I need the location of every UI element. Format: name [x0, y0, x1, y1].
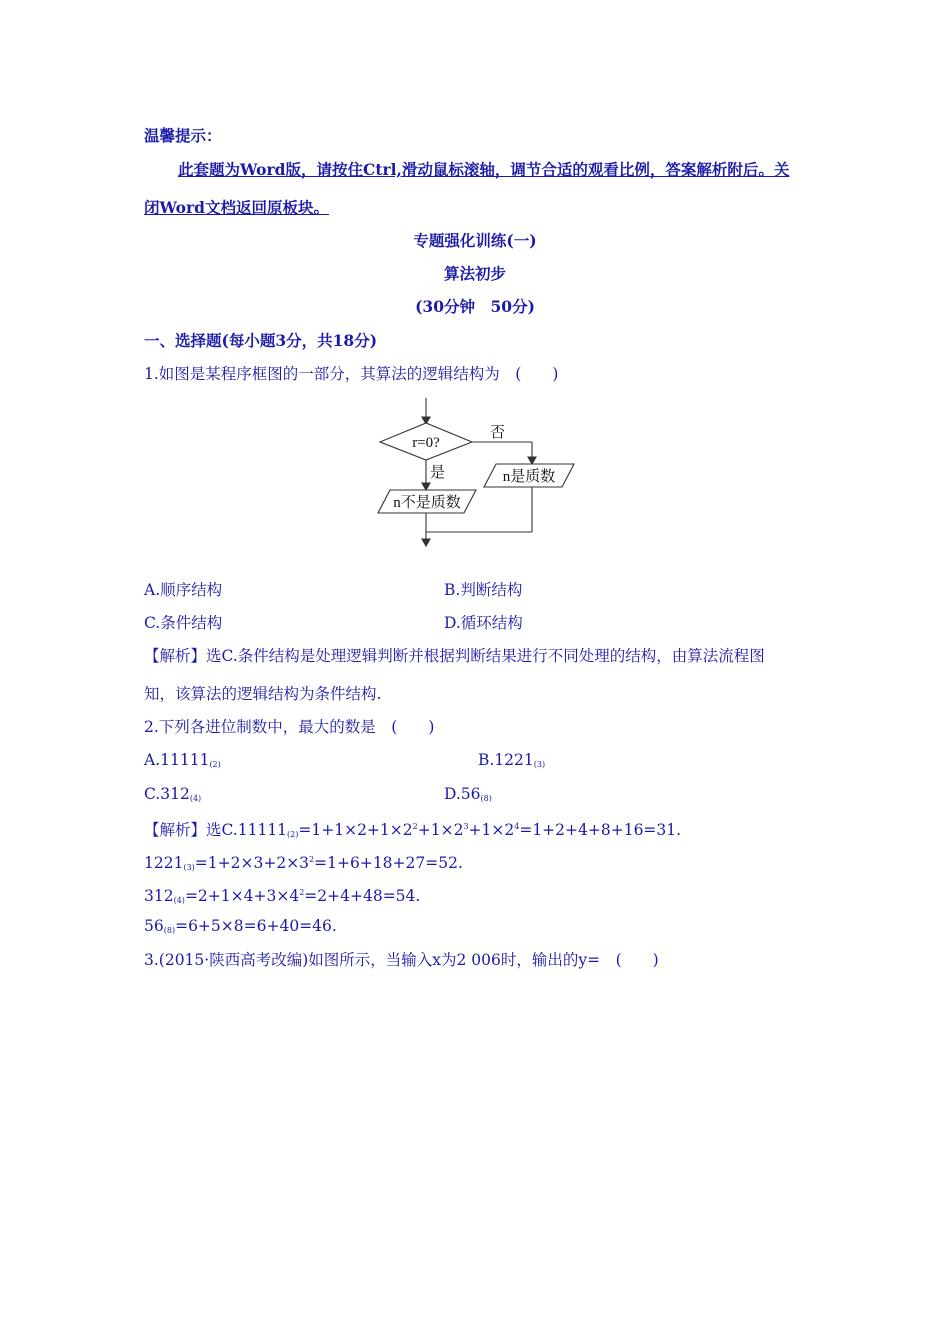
q2-analysis-line-2: $1221_{(3)}=1+2\times 3+2\times 3^2=1+6+18+27=52$.	[144, 854, 463, 872]
page-subtitle: 算法初步	[443, 264, 506, 283]
notice-title: 温馨提示：	[144, 126, 222, 145]
not-prime-label: n不是质数	[393, 495, 461, 511]
flowchart-svg	[370, 392, 590, 552]
decision-label: r=0?	[412, 435, 440, 451]
yes-label: 是	[430, 465, 446, 481]
flowchart	[370, 392, 590, 556]
section-heading: 一、选择题(每小题3分，共18分)	[144, 331, 378, 350]
q1-option-b: B.判断结构	[444, 581, 523, 599]
time-score: (30分钟 50分)	[415, 297, 535, 316]
notice-line-2: 闭Word文档返回原板块。	[144, 198, 329, 217]
page-title: 专题强化训练(一)	[413, 231, 537, 250]
question-3-stem: 3.(2015·陕西高考改编)如图所示，当输入x为2 006时，输出的y= ( )	[144, 951, 659, 969]
q1-option-a: A.顺序结构	[144, 581, 223, 599]
q1-option-d: D.循环结构	[444, 614, 523, 632]
q1-option-c: C.条件结构	[144, 614, 223, 632]
q2-analysis-line-3: $312_{(4)}=2+1\times 4+3\times 4^2=2+4+48=54$.	[144, 887, 421, 905]
question-1-stem: 1.如图是某程序框图的一部分，其算法的逻辑结构为 ( )	[144, 365, 559, 383]
q2-option-c: $C.312_{(4)}$	[144, 785, 202, 803]
no-label: 否	[490, 425, 506, 441]
q2-analysis-line-1: 【解析】选$C.11111_{(2)}=1+1\times 2+1\times 2^2+1\times 2^3+1\times 2^4=1+2+4+8+16=31$.	[144, 821, 682, 839]
notice-line-1: 此套题为Word版，请按住Ctrl,滑动鼠标滚轴，调节合适的观看比例，答案解析附后。关	[178, 160, 790, 179]
q1-analysis-line-1: 【解析】选C.条件结构是处理逻辑判断并根据判断结果进行不同处理的结构，由算法流程图	[144, 647, 765, 665]
prime-label: n是质数	[502, 469, 556, 485]
q1-analysis-line-2: 知，该算法的逻辑结构为条件结构.	[144, 685, 382, 703]
q2-option-b: $B.1221_{(3)}$	[478, 751, 546, 769]
q2-option-a: $A.11111_{(2)}$	[144, 751, 221, 769]
q2-option-d: $D.56_{(8)}$	[444, 785, 492, 803]
q2-analysis-line-4: $56_{(8)}=6+5\times 8=6+40=46$.	[144, 917, 337, 935]
question-2-stem: 2.下列各进位制数中，最大的数是 ( )	[144, 718, 435, 736]
